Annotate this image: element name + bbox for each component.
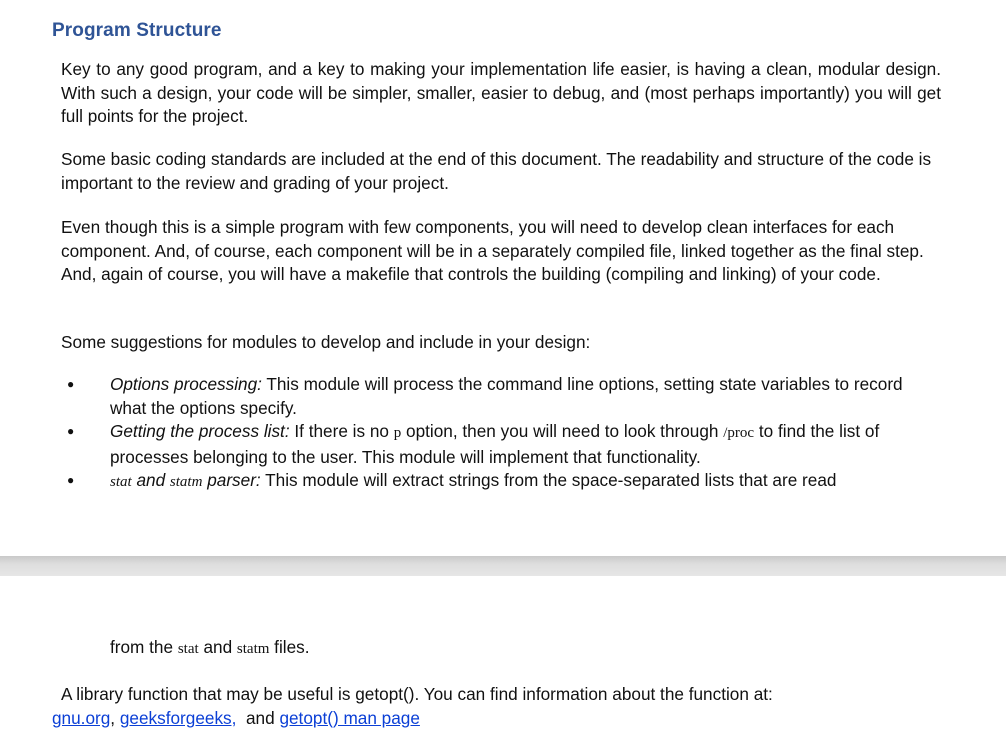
module-list	[61, 373, 931, 495]
code-statm: statm	[236, 641, 270, 657]
code-p: p	[393, 425, 402, 442]
page-separator	[0, 556, 1006, 576]
bullet-icon: ●	[67, 424, 75, 439]
paragraph-suggestions: Some suggestions for modules to develop and include in your design:	[61, 332, 591, 352]
list-item	[61, 420, 931, 469]
paragraph-standards: Some basic coding standards are included at the end of this document. The readability and structure of the code is important to the review and grading of your project.	[61, 149, 932, 193]
text-part: from the	[110, 637, 178, 657]
code-proc: /proc	[723, 425, 755, 442]
bullet-icon: ●	[67, 377, 75, 391]
bullet-icon: ●	[67, 473, 75, 488]
list-item	[61, 469, 931, 495]
code-stat: stat	[110, 474, 132, 491]
module-label-part: parser:	[202, 470, 261, 491]
link-gnu[interactable]: gnu.org	[52, 708, 111, 728]
link-separator: ,	[110, 708, 120, 728]
module-label-part: and	[131, 470, 170, 491]
link-separator: and	[236, 708, 280, 728]
module-description: This module will extract strings from the space-separated lists that are read	[260, 470, 837, 491]
link-geeksforgeeks[interactable]: geeksforgeeks,	[119, 708, 237, 728]
module-description-part: If there is no	[289, 421, 394, 442]
library-function-text: A library function that may be useful is getopt(). You can find information about the function at:	[61, 684, 773, 704]
section-heading: Program Structure	[52, 20, 222, 41]
text-part: files.	[269, 637, 310, 657]
list-item	[61, 373, 931, 420]
module-description-part: to find the list of processes belonging to the user. This module will implement that functionality.	[110, 421, 880, 467]
paragraph-intro: Key to any good program, and a key to making your implementation life easier, is having a clean, modular design. With such a design, your code will be simpler, smaller, easier to debug, and (most perhaps importantly) you will get full points for the project.	[61, 59, 941, 127]
module-description-part: option, then you will need to look through	[401, 421, 724, 442]
module-label: Getting the process list:	[110, 421, 290, 442]
code-statm: statm	[169, 474, 203, 491]
document-page-2	[0, 576, 1006, 747]
continued-text	[110, 637, 310, 658]
module-description: This module will process the command line options, setting state variables to record what the options specify.	[110, 374, 903, 418]
text-part: and	[198, 637, 237, 657]
reference-links	[52, 708, 420, 729]
link-getopt-man-page[interactable]: getopt() man page	[279, 708, 420, 728]
paragraph-components: Even though this is a simple program with few components, you will need to develop clean interfaces for each component. And, of course, each component will be in a separately compiled file, linked together as the final step. And, again of course, you will have a makefile that controls the building (compiling and linking) of your code.	[61, 217, 924, 285]
code-stat: stat	[177, 641, 199, 657]
module-label: Options processing:	[110, 374, 262, 394]
